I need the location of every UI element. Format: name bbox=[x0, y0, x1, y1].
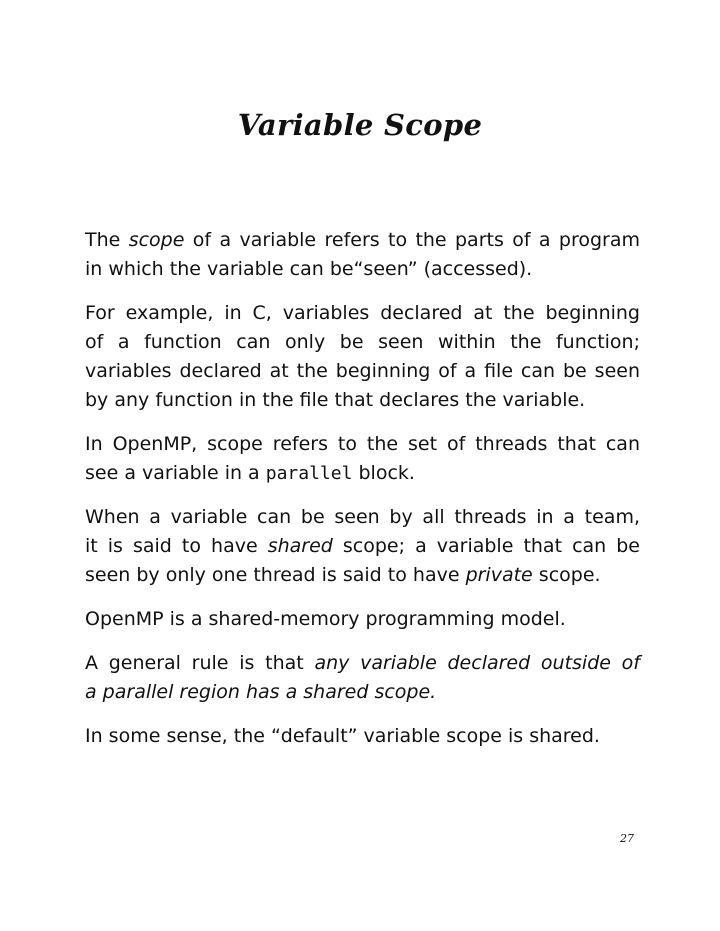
emphasis-rule: any variable declared outside of bbox=[314, 652, 640, 674]
text-run: scope. bbox=[532, 564, 601, 586]
paragraph-default-scope bbox=[85, 722, 640, 751]
emphasis-scope: scope bbox=[128, 229, 185, 251]
text-run: see a variable in a bbox=[85, 462, 266, 484]
paragraph-c-example bbox=[85, 299, 640, 415]
text-run: The bbox=[85, 229, 129, 251]
text-line: In some sense, the “default” variable scope is shared. bbox=[85, 725, 600, 747]
paragraph-shared-private bbox=[85, 503, 640, 590]
slide-body bbox=[85, 226, 640, 766]
text-line: In OpenMP, scope refers to the set of threads that can bbox=[85, 433, 640, 455]
text-line bbox=[85, 561, 640, 590]
text-run: block. bbox=[352, 462, 415, 484]
text-line bbox=[85, 459, 640, 488]
emphasis-shared: shared bbox=[267, 535, 333, 557]
text-line: For example, in C, variables declared at the beginning bbox=[85, 302, 640, 324]
text-run: A general rule is that bbox=[85, 652, 315, 674]
paragraph-openmp-scope bbox=[85, 430, 640, 488]
text-line bbox=[85, 532, 640, 561]
text-line: variables declared at the beginning of a file can be seen bbox=[85, 360, 640, 382]
text-run: scope; a variable that can be bbox=[332, 535, 640, 557]
text-line: a parallel region has a shared scope. bbox=[85, 681, 437, 703]
paragraph-scope-definition bbox=[85, 226, 640, 284]
text-line: OpenMP is a shared-memory programming model. bbox=[85, 608, 566, 630]
text-line: by any function in the file that declares the variable. bbox=[85, 389, 586, 411]
paragraph-shared-memory bbox=[85, 605, 640, 634]
slide-title: Variable Scope bbox=[237, 108, 483, 142]
code-parallel: parallel bbox=[265, 463, 353, 484]
text-line bbox=[85, 226, 640, 255]
page-number: 27 bbox=[620, 832, 634, 845]
text-line: in which the variable can be“seen” (accessed). bbox=[85, 258, 533, 280]
text-run: seen by only one thread is said to have bbox=[85, 564, 466, 586]
text-line bbox=[85, 649, 640, 678]
text-line: of a function can only be seen within the function; bbox=[85, 331, 640, 353]
text-run: of a variable refers to the parts of a program bbox=[184, 229, 640, 251]
paragraph-general-rule bbox=[85, 649, 640, 707]
text-run: it is said to have bbox=[85, 535, 268, 557]
text-line: When a variable can be seen by all threads in a team, bbox=[85, 506, 640, 528]
emphasis-private: private bbox=[465, 564, 533, 586]
